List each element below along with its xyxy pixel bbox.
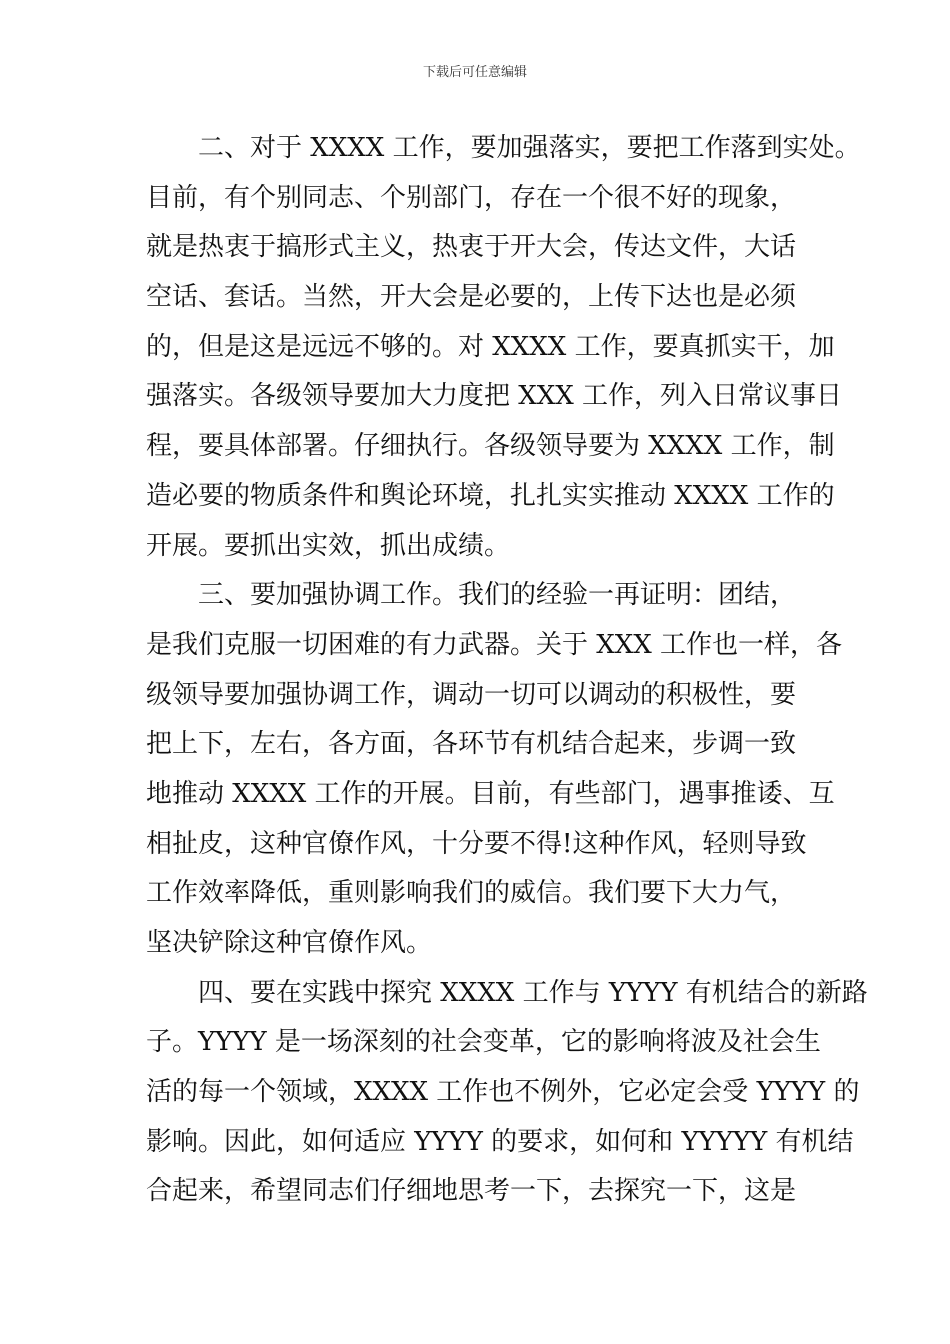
- text-line-20: 活的每一个领域，XXXX 工作也不例外，它必定会受 YYYY 的: [146, 1077, 860, 1108]
- text-line-19: 子。YYYY 是一场深刻的社会变革，它的影响将波及社会生: [146, 1027, 821, 1058]
- text-line-10: 三、要加强协调工作。我们的经验一再证明：团结，: [198, 580, 797, 611]
- text-line-12: 级领导要加强协调工作，调动一切可以调动的积极性，要: [146, 679, 797, 710]
- text-line-21: 影响。因此，如何适应 YYYY 的要求，如何和 YYYYY 有机结: [146, 1126, 854, 1157]
- text-line-14: 地推动 XXXX 工作的开展。目前，有些部门，遇事推诿、互: [146, 778, 835, 809]
- text-line-6: 强落实。各级领导要加大力度把 XXX 工作，列入日常议事日: [146, 381, 843, 412]
- text-line-7: 程，要具体部署。仔细执行。各级领导要为 XXXX 工作，制: [146, 431, 835, 462]
- text-line-3: 就是热衷于搞形式主义，热衷于开大会，传达文件，大话: [146, 232, 797, 263]
- text-line-8: 造必要的物质条件和舆论环境，扎扎实实推动 XXXX 工作的: [146, 480, 835, 511]
- text-line-16: 工作效率降低，重则影响我们的威信。我们要下大力气，: [146, 878, 797, 909]
- text-line-15: 相扯皮，这种官僚作风，十分要不得!这种作风，轻则导致: [146, 828, 807, 859]
- text-line-13: 把上下，左右，各方面，各环节有机结合起来，步调一致: [146, 729, 797, 760]
- text-line-22: 合起来，希望同志们仔细地思考一下，去探究一下，这是: [146, 1176, 797, 1207]
- text-line-11: 是我们克服一切困难的有力武器。关于 XXX 工作也一样，各: [146, 629, 843, 660]
- text-line-4: 空话、套话。当然，开大会是必要的，上传下达也是必须: [146, 282, 797, 313]
- text-line-1: 二、对于 XXXX 工作，要加强落实，要把工作落到实处。: [198, 133, 861, 163]
- text-line-18: 四、要在实践中探究 XXXX 工作与 YYYY 有机结合的新路: [198, 977, 868, 1008]
- page-header: 下载后可任意编辑: [422, 65, 527, 80]
- text-line-17: 坚决铲除这种官僚作风。: [146, 928, 433, 958]
- text-line-2: 目前，有个别同志、个别部门，存在一个很不好的现象，: [146, 182, 797, 213]
- text-line-5: 的，但是这是远远不够的。对 XXXX 工作，要真抓实干，加: [146, 331, 835, 362]
- text-line-9: 开展。要抓出实效，抓出成绩。: [146, 530, 511, 561]
- document-body: [146, 124, 868, 1217]
